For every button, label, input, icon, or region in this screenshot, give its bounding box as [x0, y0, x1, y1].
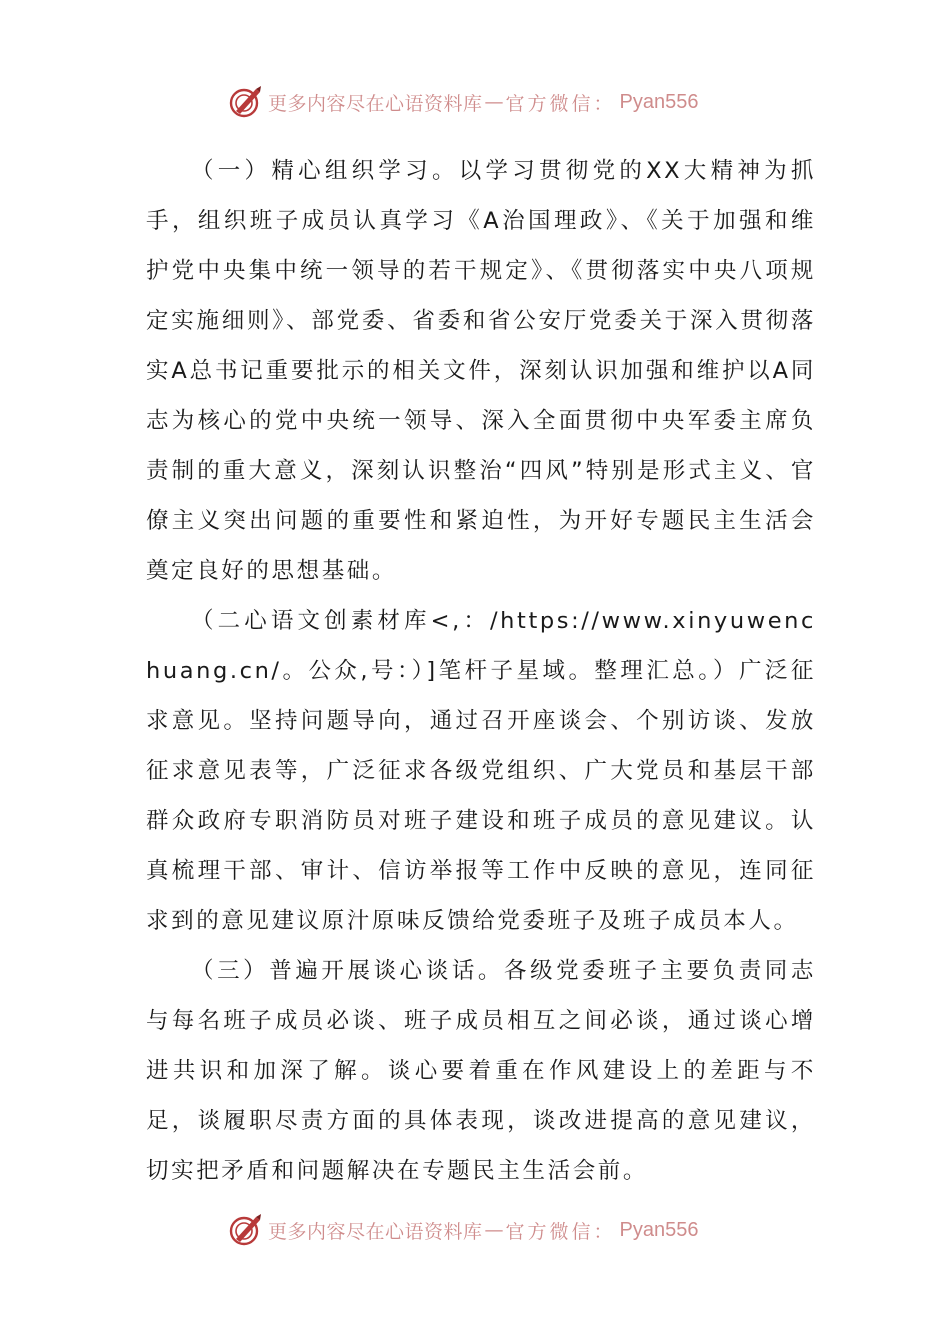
- paragraph-2: （二心语文创素材库<,：/https://www.xinyuwenchuang.cn/。公众,号：）]笔杆子星域。整理汇总。）广泛征求意见。坚持问题导向，通过召开座谈会、个别访谈、发放征求意见表等，广泛征求各级党组织、广大党员和基层干部群众政府专职消防员对班子建设和班子成员的意见建议。认真梳理干部、审计、信访举报等工作中反映的意见，连同征求到的意见建议原汁原味反馈给党委班子及班子成员本人。: [146, 608, 816, 934]
- banner-main-text: 更多内容尽在心语资料库: [268, 92, 483, 115]
- pen-logo-icon: [228, 84, 264, 120]
- banner-wechat-id: Pyan556: [619, 90, 699, 113]
- document-body: [146, 146, 816, 1196]
- paragraph-1: （一）精心组织学习。以学习贯彻党的XX大精神为抓手，组织班子成员认真学习《A治国理政》、《关于加强和维护党中央集中统一领导的若干规定》、《贯彻落实中央八项规定实施细则》、部党委、省委和省公安厅党委关于深入贯彻落实A总书记重要批示的相关文件，深刻认识加强和维护以A同志为核心的党中央统一领导、深入全面贯彻中央军委主席负责制的重大意义，深刻认识整治“四风”特别是形式主义、官僚主义突出问题的重要性和紧迫性，为开好专题民主生活会奠定良好的思想基础。: [146, 158, 816, 584]
- banner-wechat-label: 官方微信：: [505, 1220, 616, 1243]
- header-watermark-banner: [228, 82, 748, 122]
- banner-wechat-label: 官方微信：: [505, 92, 616, 115]
- banner-separator: —: [484, 1219, 504, 1241]
- footer-watermark-banner: [228, 1210, 748, 1250]
- banner-wechat-id: Pyan556: [619, 1218, 699, 1241]
- banner-separator: —: [484, 91, 504, 113]
- paragraph-3: （三）普遍开展谈心谈话。各级党委班子主要负责同志与每名班子成员必谈、班子成员相互之间必谈，通过谈心增进共识和加深了解。谈心要着重在作风建设上的差距与不足，谈履职尽责方面的具体表现，谈改进提高的意见建议，切实把矛盾和问题解决在专题民主生活会前。: [146, 958, 816, 1184]
- pen-logo-icon: [228, 1212, 264, 1248]
- banner-main-text: 更多内容尽在心语资料库: [268, 1220, 483, 1243]
